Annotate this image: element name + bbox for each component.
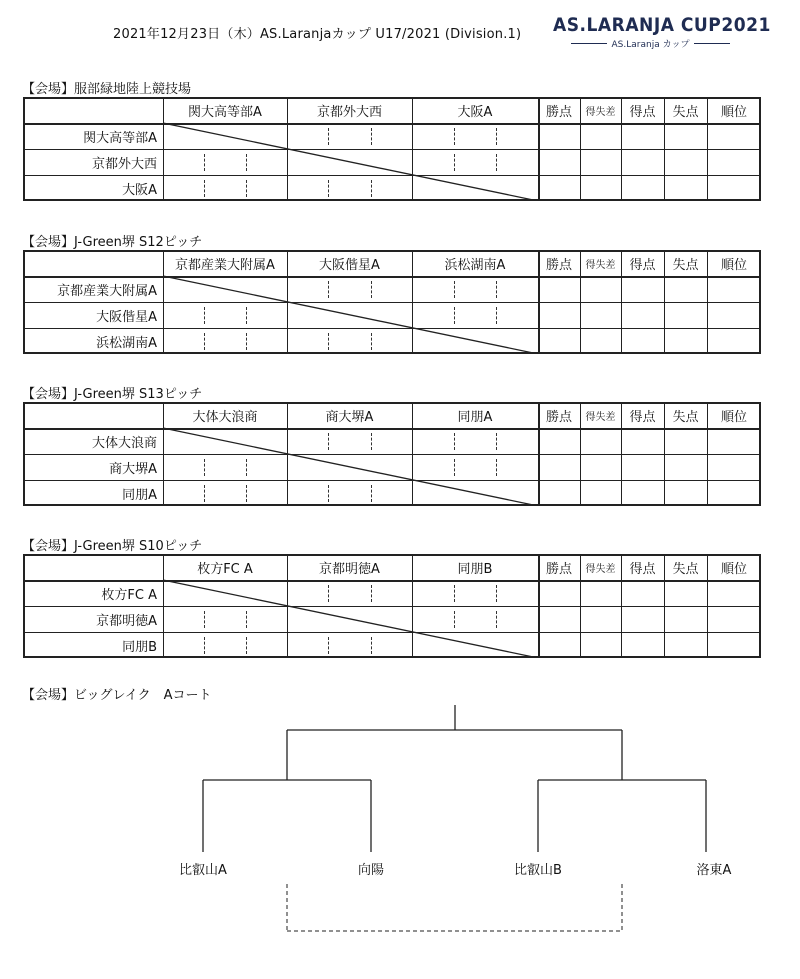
row-header-team: 京都明徳A — [96, 613, 157, 629]
row-header-team: 同朋B — [122, 639, 157, 655]
row-header-team: 同朋A — [122, 487, 157, 503]
stat-header: 得点 — [629, 409, 656, 425]
column-header-team: 大体大浪商 — [192, 409, 258, 425]
stat-header: 勝点 — [545, 257, 572, 273]
stat-header: 失点 — [672, 104, 699, 120]
row-header-team: 大阪偕星A — [96, 309, 157, 325]
column-header-team: 商大堺A — [325, 409, 374, 425]
stat-header: 失点 — [672, 257, 699, 273]
stat-header: 得点 — [629, 561, 656, 577]
stat-header: 得点 — [629, 104, 656, 120]
stat-header: 得失差 — [585, 563, 616, 575]
row-header-team: 関大高等部A — [83, 130, 157, 146]
venue-label: 【会場】J-Green堺 S12ピッチ — [22, 235, 203, 250]
row-header-team: 浜松湖南A — [96, 335, 157, 351]
event-header: 2021年12月23日（木）AS.Laranjaカップ U17/2021 (Division.1) — [113, 27, 522, 42]
bracket-team-3: 比叡山B — [514, 863, 562, 878]
row-header-team: 大体大浪商 — [91, 435, 157, 451]
column-header-team: 大阪偕星A — [319, 257, 380, 273]
column-header-team: 同朋A — [457, 409, 493, 425]
logo-title: AS.LARANJA CUP2021 — [553, 14, 771, 36]
tournament-venue-label: 【会場】ビッグレイク Aコート — [22, 688, 212, 703]
stat-header: 順位 — [720, 104, 747, 120]
venue-label: 【会場】J-Green堺 S10ピッチ — [22, 539, 203, 554]
row-header-team: 商大堺A — [109, 461, 157, 477]
column-header-team: 京都明徳A — [319, 561, 380, 577]
bracket-team-1: 比叡山A — [179, 863, 227, 878]
column-header-team: 京都産業大附属A — [175, 257, 275, 273]
stat-header: 得点 — [629, 257, 656, 273]
bracket-team-4: 洛東A — [696, 863, 732, 878]
column-header-team: 関大高等部A — [188, 104, 262, 120]
stat-header: 勝点 — [545, 561, 572, 577]
stat-header: 順位 — [720, 561, 747, 577]
stat-header: 勝点 — [545, 104, 572, 120]
column-header-team: 大阪A — [457, 104, 493, 120]
column-header-team: 枚方FC A — [197, 561, 253, 577]
column-header-team: 同朋B — [457, 561, 493, 577]
column-header-team: 京都外大西 — [316, 104, 382, 120]
column-header-team: 浜松湖南A — [444, 257, 506, 273]
bracket-team-2: 向陽 — [357, 863, 385, 878]
row-header-team: 枚方FC A — [101, 587, 157, 603]
row-header-team: 京都産業大附属A — [57, 283, 157, 299]
stat-header: 失点 — [672, 409, 699, 425]
logo-subtitle: AS.Laranja カップ — [611, 40, 690, 50]
stat-header: 失点 — [672, 561, 699, 577]
stat-header: 得失差 — [585, 106, 616, 118]
row-header-team: 大阪A — [122, 182, 157, 198]
stat-header: 順位 — [720, 409, 747, 425]
venue-label: 【会場】服部緑地陸上競技場 — [22, 82, 192, 97]
venue-label: 【会場】J-Green堺 S13ピッチ — [22, 387, 203, 402]
row-header-team: 京都外大西 — [91, 156, 157, 172]
stat-header: 得失差 — [585, 259, 616, 271]
stat-header: 順位 — [720, 257, 747, 273]
stat-header: 勝点 — [545, 409, 572, 425]
stat-header: 得失差 — [585, 411, 616, 423]
